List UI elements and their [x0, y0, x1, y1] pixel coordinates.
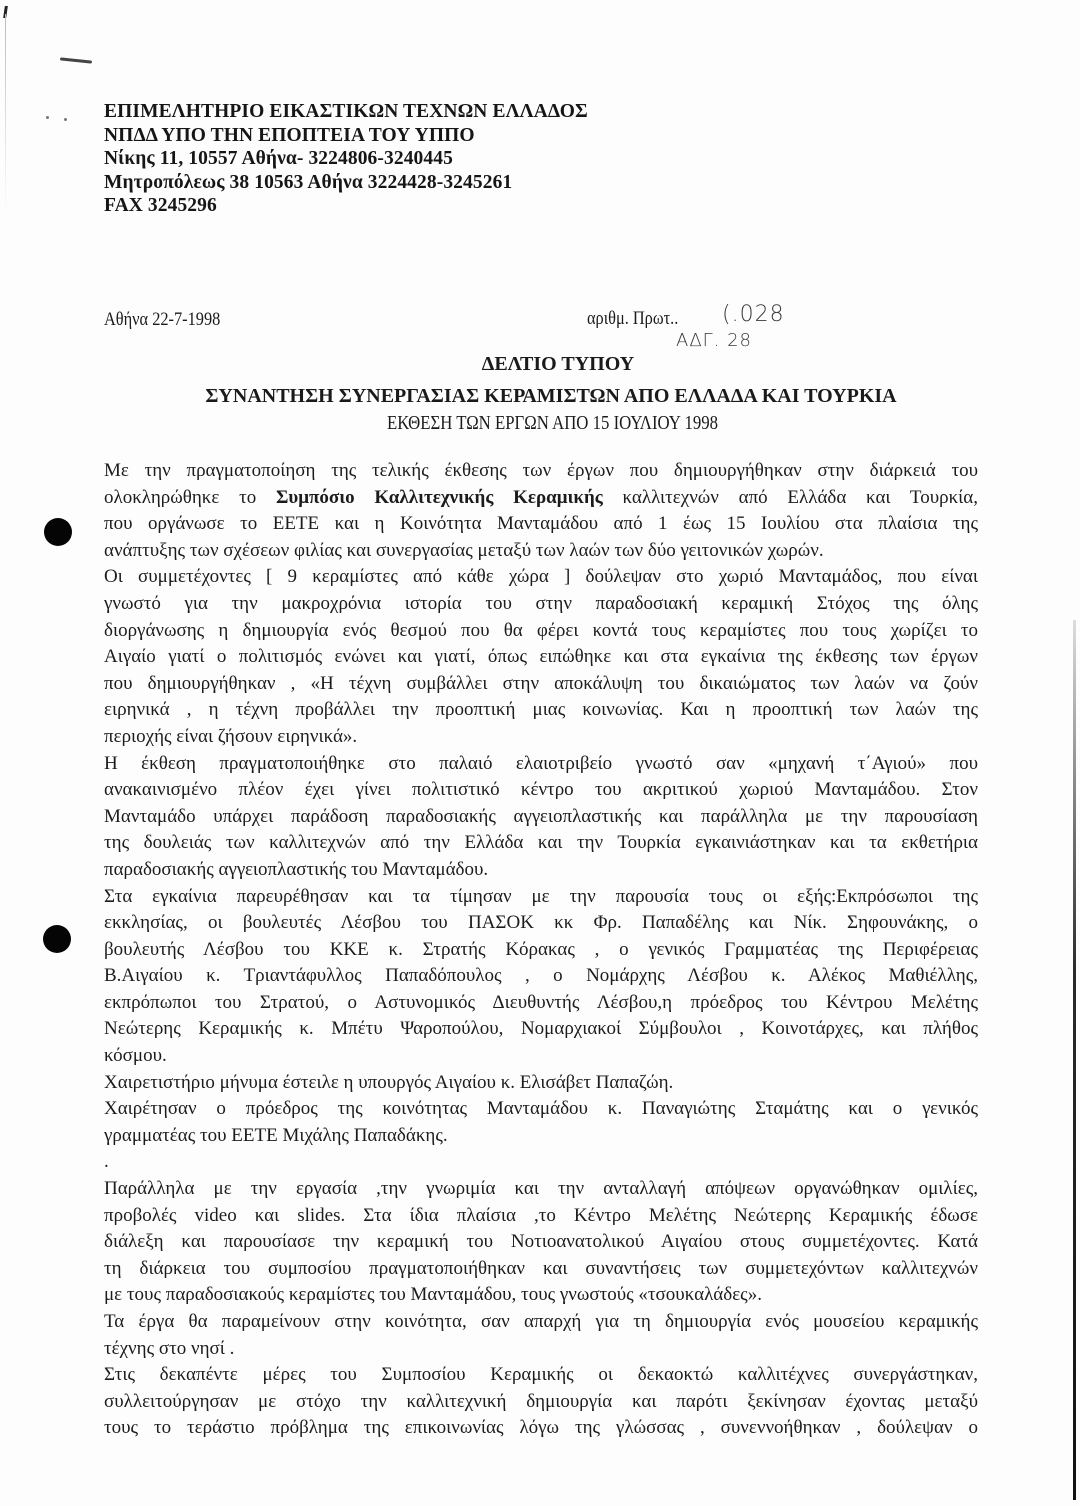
paragraph-4 — [104, 884, 978, 1070]
paragraph-3 — [104, 751, 978, 884]
text-line: γραμματέας του ΕΕΤΕ Μιχάλης Παπαδάκης. — [104, 1124, 448, 1146]
letterhead-supervision: ΝΠΔΔ ΥΠΟ ΤΗΝ ΕΠΟΠΤΕΙΑ ΤΟΥ ΥΠΠΟ — [104, 124, 475, 146]
paragraph-1 — [104, 458, 978, 564]
text-line: παραδοσιακής αγγειοπλαστικής του Μανταμάδου. — [104, 858, 489, 880]
paragraph-5 — [104, 1070, 978, 1097]
text-line: Η έκθεση πραγματοποιήθηκε στο παλαιό ελαιοτριβείο γνωστό σαν «μηχανή τ΄Αγιού» που — [104, 752, 978, 774]
protocol-label: αριθμ. Πρωτ.. — [587, 308, 679, 329]
text-line: που οργάνωσε το ΕΕΤΕ και η Κοινότητα Μανταμάδου από 1 έως 15 Ιουλίου στα πλαίσια της — [104, 513, 978, 535]
hole-punch-icon — [43, 925, 71, 953]
scan-mark-dash — [60, 57, 92, 63]
text-line: περιοχής είναι ζήσουν ειρηνικά». — [104, 725, 358, 747]
text-line: βουλευτής Λέσβου του ΚΚΕ κ. Στρατής Κόρακας , ο γενικός Γραμματέας της Περιφέρειας — [104, 938, 978, 960]
letterhead-address-1: Νίκης 11, 10557 Αθήνα- 3224806-3240445 — [104, 148, 453, 169]
text-line: Νεώτερης Κεραμικής κ. Μπέτυ Ψαροπούλου, Νομαρχιακοί Σύμβουλοι , Κοινοτάρχες, και πλήθος — [104, 1018, 978, 1040]
text-line: που δημιουργήθηκαν , «Η τέχνη συμβάλλει στην αποκάλυψη του δικαιώματος των λαών να ζούν — [104, 672, 978, 694]
paragraph-2 — [104, 564, 978, 750]
text-line: Χαιρέτησαν ο πρόεδρος της κοινότητας Μανταμάδου κ. Παναγιώτης Σταμάτης και ο γενικός — [104, 1098, 978, 1120]
text-line: τέχνης στο νησί . — [104, 1337, 235, 1359]
text-line: εκκλησίας, οι βουλευτές Λέσβου του ΠΑΣΟΚ κκ Φρ. Παπαδέλης και Νίκ. Σηφουνάκης, ο — [104, 912, 978, 934]
letterhead-organization: ΕΠΙΜΕΛΗΤΗΡΙΟ ΕΙΚΑΣΤΙΚΩΝ ΤΕΧΝΩΝ ΕΛΛΑΔΟΣ — [104, 101, 588, 122]
paragraph-7 — [104, 1176, 978, 1309]
text-line: με τους παραδοσιακούς κεραμίστες του Μανταμάδου, τους γνωστούς «τσουκαλάδες». — [104, 1284, 762, 1306]
document-date: Αθήνα 22-7-1998 — [104, 309, 221, 330]
paragraph-9 — [104, 1362, 978, 1442]
text-line: Τα έργα θα παραμείνουν στην κοινότητα, σαν απαρχή για τη δημιουργία ενός μουσείου κεραμικής — [104, 1311, 978, 1332]
scan-edge-left — [5, 14, 6, 214]
text-line: Μανταμάδο υπάρχει παράδοση παραδοσιακής αγγειοπλαστικής και παράλληλα με την παρουσίαση — [104, 805, 978, 827]
press-release-body — [104, 458, 978, 1442]
scan-edge-right — [1073, 620, 1076, 1500]
text-line: Αιγαίο γιατί ο πολιτισμός ενώνει και γιατί, όπως ειπώθηκε και στα εγκαίνια της έκθεσης των έργων — [104, 646, 978, 668]
text-line: συλλειτούργησαν με στόχο την καλλιτεχνική δημιουργία και παρότι ξεκίνησαν έχοντας μεταξύ — [104, 1390, 978, 1412]
text-line: γνωστό για την μακροχρόνια ιστορία του στην παραδοσιακή κεραμική Στόχος της όλης — [104, 592, 978, 614]
text-line: Οι συμμετέχοντες [ 9 κεραμίστες από κάθε χώρα ] δούλεψαν στο χωριό Μανταμάδος, που είναι — [104, 566, 978, 588]
letterhead — [104, 100, 588, 218]
subtitle-text: ΣΥΝΑΝΤΗΣΗ ΣΥΝΕΡΓΑΣΙΑΣ ΚΕΡΑΜΙΣΤΩΝ ΑΠΟ ΕΛΛΑΔΑ ΚΑΙ ΤΟΥΡΚΙΑ — [205, 385, 897, 407]
text-line: ανακαινισμένο πλέον έχει γίνει πολιτιστικό κέντρο του ακριτικού χωριού Μανταμάδου. Στον — [104, 779, 978, 801]
text-line: τη διάρκεια του συμποσίου πραγματοποιήθηκαν και συναντήσεις των συμμετεχόντων καλλιτεχνών — [104, 1257, 978, 1279]
text-line: Παράλληλα με την εργασία ,την γνωριμία και την ανταλλαγή απόψεων οργανώθηκαν ομιλίες, — [104, 1178, 978, 1200]
exhibit-text: ΕΚΘΕΣΗ ΤΩΝ ΕΡΓΩΝ ΑΠΟ 15 ΙΟΥΛΙΟΥ 1998 — [386, 413, 718, 434]
text-line: ανάπτυξης των σχέσεων φιλίας και συνεργασίας μεταξύ των λαών των δύο γειτονικών χωρών. — [104, 539, 824, 561]
text-line: τους το τεράστιο πρόβλημα της επικοινωνίας λόγω της γλώσσας , συνεννοήθηκαν , δούλεψαν ο — [104, 1417, 978, 1439]
text-line: προβολές video και slides. Στα ίδια πλαίσια ,το Κέντρο Μελέτης Νεώτερης Κεραμικής έδωσε — [104, 1204, 978, 1226]
text-line: διοργάνωσης η δημιουργία ενός θεσμού που θα φέρει κοντά τους κεραμίστες που τους χωρίζει το — [104, 619, 978, 641]
letterhead-fax: FAX 3245296 — [104, 195, 217, 216]
document-subtitle — [0, 384, 1080, 408]
text-line: Β.Αιγαίου κ. Τριαντάφυλλος Παπαδόπουλος , ο Νομάρχης Λέσβου κ. Αλέκος Μαθιέλλης, — [104, 965, 978, 987]
protocol-number — [587, 307, 693, 331]
text-span: ολοκληρώθηκε το — [104, 486, 276, 508]
text-line: Στις δεκαπέντε μέρες του Συμποσίου Κεραμικής οι δεκαοκτώ καλλιτέχνες συνεργάστηκαν, — [104, 1364, 978, 1386]
text-span: καλλιτεχνών από Ελλάδα και Τουρκία, — [602, 486, 978, 508]
text-line: εκπρόπωποι του Στρατού, ο Αστυνομικός Διευθυντής Λέσβου,η πρόεδρος του Κέντρου Μελέτης — [104, 991, 978, 1013]
stray-dot: . — [104, 1151, 109, 1173]
text-line: κόσμου. — [104, 1045, 167, 1067]
text-line: Στα εγκαίνια παρευρέθησαν και τα τίμησαν με την παρουσία τους οι εξής:Εκπρόσωποι της — [104, 885, 978, 907]
text-line: Χαιρετιστήριο μήνυμα έστειλε η υπουργός Αιγαίου κ. Ελισάβετ Παπαζώη. — [104, 1071, 674, 1093]
paragraph-8 — [104, 1309, 978, 1362]
symposium-name: Συμπόσιο Καλλιτεχνικής Κεραμικής — [275, 486, 603, 508]
letterhead-address-2: Μητροπόλεως 38 10563 Αθήνα 3224428-3245261 — [104, 171, 513, 193]
scan-speck — [46, 116, 49, 119]
hole-punch-icon — [44, 518, 72, 546]
document-title: ΔΕΛΤΙΟ ΤΥΠΟΥ — [481, 353, 635, 375]
text-line: διάλεξη και παρουσίασε την κεραμική του Νοτιοανατολικού Αιγαίου στους συμμετέχοντες. Κατά — [104, 1231, 978, 1253]
text-line: ειρηνικά , η τέχνη προβάλλει την προοπτική μιας κοινωνίας. Και η προοπτική των λαών της — [104, 699, 978, 721]
handwritten-reference: ΑΔΓ. 28 — [676, 330, 753, 351]
document-exhibit-line — [0, 412, 1080, 436]
paragraph-6 — [104, 1096, 978, 1149]
text-line: Με την πραγματοποίηση της τελικής έκθεσης των έργων που δημιουργήθηκαν στην διάρκειά του — [104, 460, 978, 481]
handwritten-protocol-number: (.028 — [722, 302, 785, 327]
scan-speck — [64, 118, 67, 121]
text-line: της δουλειάς των καλλιτεχνών από την Ελλάδα και την Τουρκία εγκαινιάστηκαν και τα εκθετήρια — [104, 832, 978, 854]
text-line — [104, 485, 978, 512]
